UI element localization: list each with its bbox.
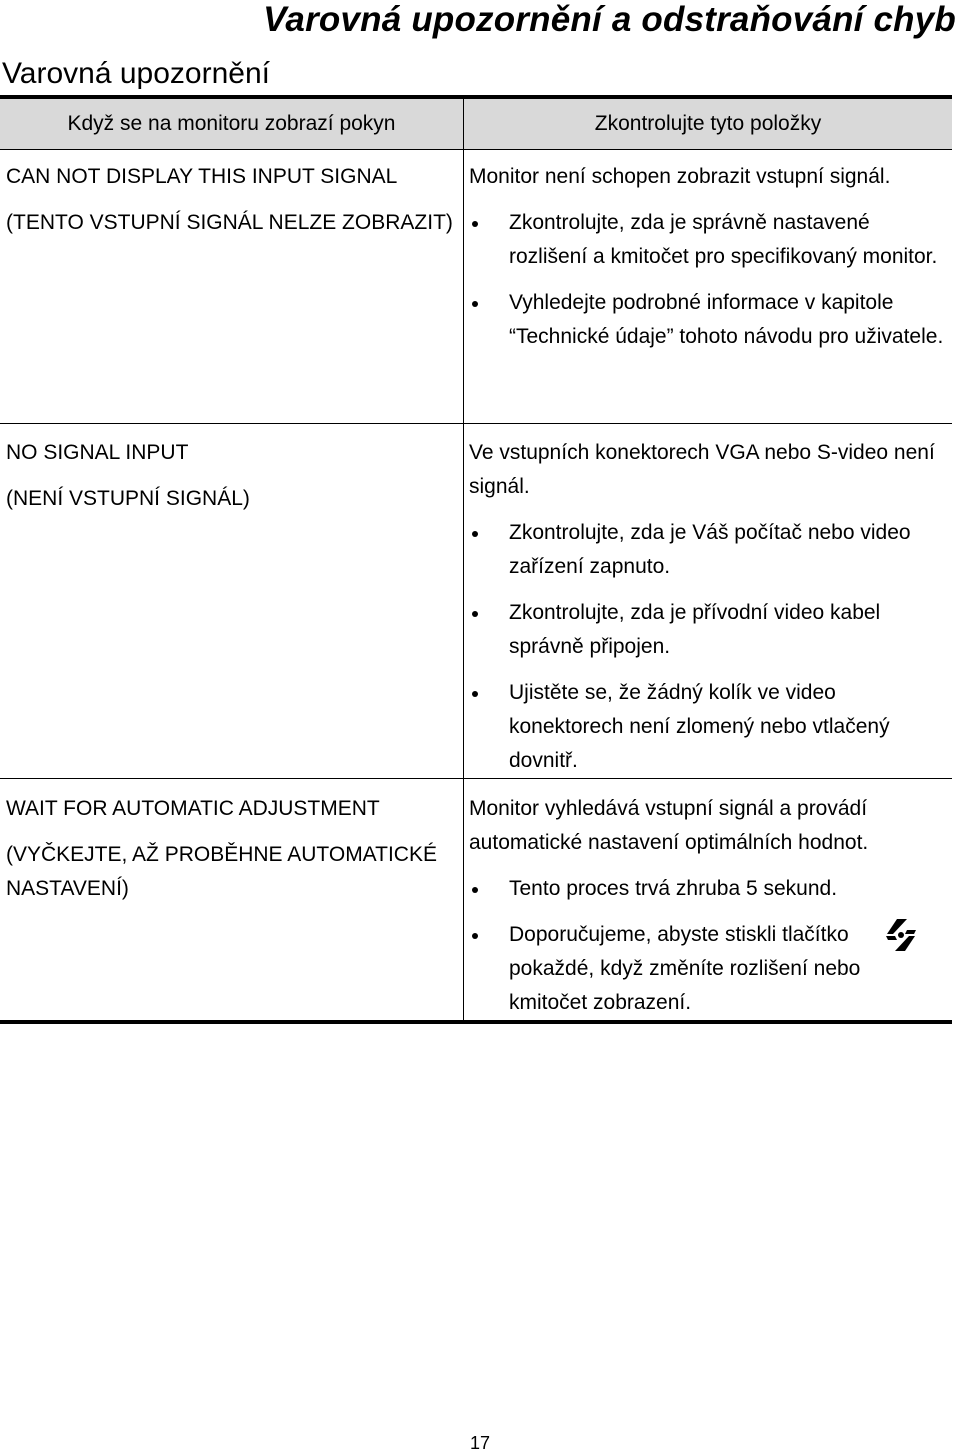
section-title: Varovná upozornění	[2, 57, 270, 90]
message-text: CAN NOT DISPLAY THIS INPUT SIGNAL	[6, 165, 398, 188]
bullet-icon	[472, 531, 478, 537]
list-item	[469, 596, 949, 664]
row-2-check-cell	[469, 436, 949, 778]
bullet-icon	[472, 933, 478, 939]
list-item	[469, 676, 949, 778]
column-divider	[463, 95, 464, 1024]
check-list	[469, 516, 949, 778]
list-item-text: Doporučujeme, abyste stiskli tlačítko pokaždé, když změníte rozlišení nebo kmitočet zobrazení.	[509, 923, 861, 1014]
bullet-icon	[472, 301, 478, 307]
list-item	[469, 286, 949, 354]
bullet-icon	[472, 691, 478, 697]
row-1-check-cell	[469, 160, 949, 354]
check-intro: Monitor není schopen zobrazit vstupní signál.	[469, 165, 891, 188]
page-number: 17	[469, 1433, 491, 1453]
bullet-icon	[472, 611, 478, 617]
bullet-icon	[472, 887, 478, 893]
list-item-text: Vyhledejte podrobné informace v kapitole “Technické údaje” tohoto návodu pro uživatele.	[509, 291, 944, 348]
check-intro: Monitor vyhledává vstupní signál a provádí automatické nastavení optimálních hodnot.	[469, 797, 869, 854]
list-item-text: Ujistěte se, že žádný kolík ve video konektorech není zlomený nebo vtlačený dovnitř.	[509, 681, 890, 772]
message-translation: (VYČKEJTE, AŽ PROBĚHNE AUTOMATICKÉ NASTAVENÍ)	[6, 843, 437, 900]
auto-adjust-icon	[883, 918, 919, 963]
list-item-text: Tento proces trvá zhruba 5 sekund.	[509, 877, 838, 900]
message-text: NO SIGNAL INPUT	[6, 441, 189, 464]
message-translation: (NENÍ VSTUPNÍ SIGNÁL)	[6, 487, 250, 510]
message-translation: (TENTO VSTUPNÍ SIGNÁL NELZE ZOBRAZIT)	[6, 211, 453, 234]
list-item	[469, 516, 949, 584]
row-rule	[0, 778, 952, 779]
row-3-check-cell	[469, 792, 949, 1020]
warnings-table	[0, 95, 952, 1024]
row-1-message-cell	[6, 160, 456, 240]
check-list	[469, 206, 949, 354]
table-bottom-rule	[0, 1020, 952, 1024]
header-cell-check: Zkontrolujte tyto položky	[594, 112, 822, 135]
list-item-text: Zkontrolujte, zda je Váš počítač nebo video zařízení zapnuto.	[509, 521, 911, 578]
row-rule	[0, 423, 952, 424]
check-intro: Ve vstupních konektorech VGA nebo S-video není signál.	[469, 441, 935, 498]
header-cell-message: Když se na monitoru zobrazí pokyn	[67, 112, 396, 135]
bullet-icon	[472, 221, 478, 227]
list-item	[469, 206, 949, 274]
message-text: WAIT FOR AUTOMATIC ADJUSTMENT	[6, 797, 380, 820]
chapter-title: Varovná upozornění a odstraňování chyb	[263, 0, 956, 39]
list-item-text: Zkontrolujte, zda je správně nastavené rozlišení a kmitočet pro specifikovaný monitor.	[509, 211, 938, 268]
row-2-message-cell	[6, 436, 456, 516]
header-rule	[0, 149, 952, 150]
row-3-message-cell	[6, 792, 456, 906]
check-list	[469, 872, 949, 1020]
list-item-text: Zkontrolujte, zda je přívodní video kabel správně připojen.	[509, 601, 881, 658]
list-item	[469, 918, 949, 1020]
list-item	[469, 872, 949, 906]
